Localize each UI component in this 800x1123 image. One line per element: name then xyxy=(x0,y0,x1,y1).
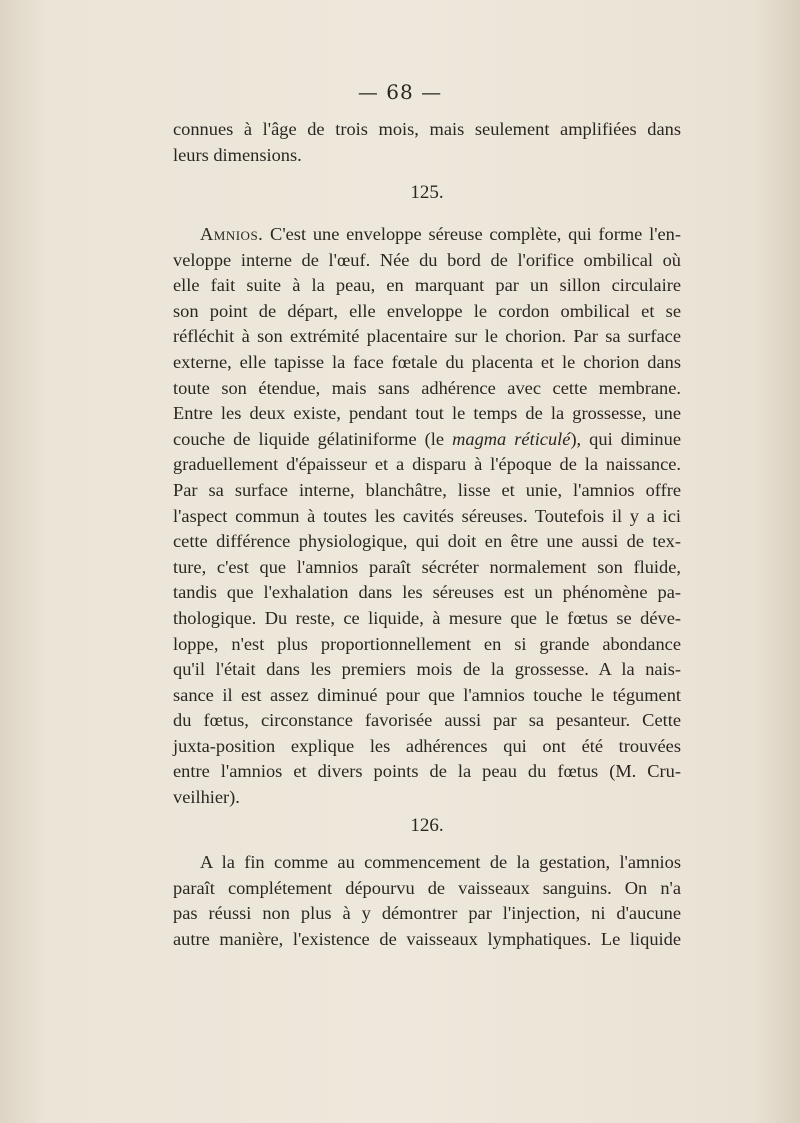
text-line: leurs dimensions. xyxy=(173,144,302,165)
text-line: autre manière, l'existence de vaisseaux lymphatiques. Le liquide xyxy=(173,928,681,949)
text-fragment: C'est une enveloppe séreuse complète, qui forme l'en- xyxy=(263,224,681,244)
section-number-126: 126. xyxy=(410,815,444,836)
text-line: Entre les deux existe, pendant tout le temps de la grossesse, une xyxy=(173,403,681,424)
text-line: pas réussi non plus à y démontrer par l'injection, ni d'aucune xyxy=(173,903,681,924)
text-line: cette différence physiologique, qui doit en être une aussi de tex- xyxy=(173,531,681,552)
text-line xyxy=(173,222,681,248)
text-fragment: ), qui diminue xyxy=(570,428,681,449)
text-line: juxta-position explique les adhérences qui ont été trouvées xyxy=(173,735,681,756)
text-line: qu'il l'était dans les premiers mois de la grossesse. A la nais- xyxy=(173,659,681,680)
paragraph-amnios xyxy=(173,222,681,811)
text-line: veloppe interne de l'œuf. Née du bord de l'orifice ombilical où xyxy=(173,249,681,270)
text-line: réfléchit à son extrémité placentaire sur le chorion. Par sa surface xyxy=(173,326,681,347)
text-fragment: couche de liquide gélatiniforme (le xyxy=(173,428,453,449)
text-line: externe, elle tapisse la face fœtale du placenta et le chorion dans xyxy=(173,351,681,372)
section-number-125: 125. xyxy=(410,182,444,203)
amnios-heading: Amnios. xyxy=(200,224,264,244)
text-line: A la fin comme au commencement de la gestation, l'amnios xyxy=(200,852,681,872)
text-line: ture, c'est que l'amnios paraît sécréter normalement son fluide, xyxy=(173,556,681,577)
text-line: l'aspect commun à toutes les cavités séreuses. Toutefois il y a ici xyxy=(173,505,681,526)
text-line: elle fait suite à la peau, en marquant par un sillon circulaire xyxy=(173,275,681,296)
text-line: son point de départ, elle enveloppe le cordon ombilical et se xyxy=(173,300,681,321)
paragraph-continuation xyxy=(173,117,681,168)
text-line: Par sa surface interne, blanchâtre, lisse et unie, l'amnios offre xyxy=(173,479,681,500)
text-line: connues à l'âge de trois mois, mais seulement amplifiées dans xyxy=(173,119,681,139)
text-line: toute son étendue, mais sans adhérence avec cette membrane. xyxy=(173,377,681,398)
text-line: sance il est assez diminué pour que l'amnios touche le tégument xyxy=(173,684,681,705)
text-line: graduellement d'épaisseur et a disparu à l'époque de la naissance. xyxy=(173,454,681,475)
page-number: — 68 — xyxy=(357,80,443,104)
magma-reticule-term: magma réticulé xyxy=(452,428,571,449)
text-line: thologique. Du reste, ce liquide, à mesure que le fœtus se déve- xyxy=(173,607,681,628)
text-line: paraît complétement dépourvu de vaisseaux sanguins. On n'a xyxy=(173,877,681,898)
text-line: tandis que l'exhalation dans les séreuses est un phénomène pa- xyxy=(173,582,681,603)
paragraph-gestation xyxy=(173,850,681,952)
text-line xyxy=(173,427,681,453)
text-line: veilhier). xyxy=(173,787,240,808)
text-line: loppe, n'est plus proportionnellement en si grande abondance xyxy=(173,633,681,654)
text-line: du fœtus, circonstance favorisée aussi par sa pesanteur. Cette xyxy=(173,710,681,731)
text-line: entre l'amnios et divers points de la peau du fœtus (M. Cru- xyxy=(173,761,681,782)
